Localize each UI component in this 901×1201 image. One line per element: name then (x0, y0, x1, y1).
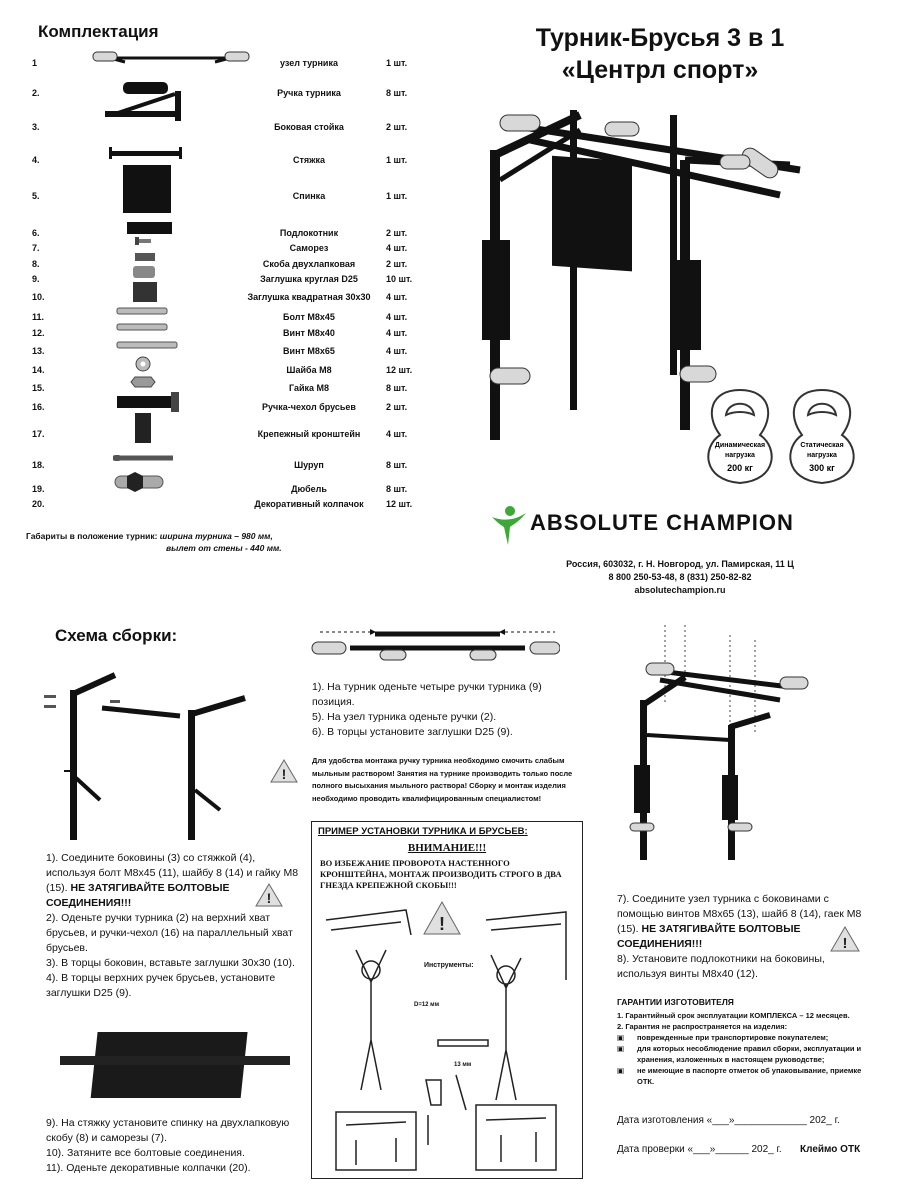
kit-part-icon (95, 396, 255, 426)
middle-step-5: 5). На узел турника оденьте ручки (2). (312, 711, 497, 723)
left-step-3: 3). В торцы боковин, вставьте заглушки 30х30 (10). (46, 957, 295, 969)
kit-item-number: 12. (32, 328, 45, 338)
kit-item-qty: 12 шт. (386, 499, 413, 509)
dynamic-load-label2: нагрузка (725, 452, 755, 459)
kit-item (0, 460, 440, 474)
company-phones: 8 800 250-53-48, 8 (831) 250-82-82 (608, 572, 752, 582)
svg-text:!: ! (281, 766, 287, 782)
kit-item-qty: 1 шт. (386, 58, 408, 68)
otk-stamp-label: Клеймо ОТК (800, 1144, 861, 1155)
kit-item-name: Скоба двухлапковая (262, 259, 356, 269)
kit-item-name: Спинка (292, 191, 326, 201)
kit-item-number: 15. (32, 383, 45, 393)
dynamic-load-kettlebell-icon (708, 390, 771, 483)
kit-item-qty: 4 шт. (386, 328, 408, 338)
back-pad-illustration (60, 1028, 290, 1108)
kit-item (0, 346, 440, 360)
kit-item-number: 16. (32, 402, 45, 412)
brand-logo-icon (488, 503, 528, 547)
kit-item-name: Шуруп (294, 460, 324, 470)
kit-item-number: 11. (32, 312, 45, 322)
kit-item-qty: 1 шт. (386, 155, 408, 165)
kit-item-number: 17. (32, 429, 45, 439)
warning-icon (270, 758, 298, 784)
kit-item-qty: 10 шт. (386, 274, 413, 284)
kit-item-name: Подлокотник (279, 228, 339, 238)
warranty-bullet-text: поврежденные при транспортировке покупателем; (637, 1033, 829, 1042)
kit-item-name: Декоративный колпачок (254, 499, 364, 509)
kit-item-qty: 4 шт. (386, 312, 408, 322)
static-load-label2: нагрузка (807, 452, 837, 459)
kit-item (0, 429, 440, 443)
warranty-bullet-1 (617, 1032, 879, 1043)
company-contacts (490, 558, 870, 597)
left-step-2: 2). Оденьте ручки турника (2) на верхний хват брусьев, и ручки-чехол (16) на параллельный хват брусьев. (46, 912, 293, 954)
kit-item-number: 5. (32, 191, 40, 201)
kit-item (0, 292, 440, 306)
example-warning-text: ВО ИЗБЕЖАНИЕ ПРОВОРОТА НАСТЕННОГО КРОНШТЕЙНА, МОНТАЖ ПРОИЗВОДИТЬ СТРОГО В ДВА ГНЕЗДА КРЕПЕЖНОЙ СКОБЫ!!! (320, 858, 562, 890)
kit-item (0, 122, 440, 136)
kit-item-qty: 8 шт. (386, 484, 408, 494)
kit-item (0, 155, 440, 169)
kit-item-number: 13. (32, 346, 45, 356)
dimensions-note (26, 530, 326, 554)
bullet-icon: ▣ (617, 1066, 625, 1075)
kit-item-name: Дюбель (291, 484, 327, 494)
warranty-line2: 2. Гарантия не распространяется на изделия: (617, 1022, 788, 1031)
load-badges (700, 385, 860, 495)
kit-item-qty: 2 шт. (386, 259, 408, 269)
bullet-icon: ▣ (617, 1033, 625, 1042)
kit-item-qty: 2 шт. (386, 402, 408, 412)
example-warning-title: ВНИМАНИЕ!!! (407, 842, 487, 854)
kit-item-name: Крепежный кронштейн (257, 429, 361, 439)
dims-value-2: вылет от стены - 440 мм. (166, 543, 282, 553)
kit-item-qty: 12 шт. (386, 365, 413, 375)
kit-item-number: 18. (32, 460, 45, 470)
assembly-step1-illustration (40, 670, 260, 850)
kit-item-qty: 8 шт. (386, 460, 408, 470)
dynamic-load-value: 200 кг (727, 463, 753, 473)
kit-item-name: Винт М8х40 (283, 328, 335, 338)
kit-part-icon (95, 423, 255, 453)
warranty-bullet-text: для которых несоблюдение правил сборки, эксплуатации и хранения, изложенных в настоящем руководстве; (637, 1044, 862, 1064)
warning-icon-2 (255, 882, 283, 908)
kit-part-icon (95, 185, 255, 215)
example-box (311, 821, 583, 1179)
pullup-bar-assembly-illustration (310, 620, 560, 665)
product-title-line1: Турник-Брусья 3 в 1 (535, 24, 785, 52)
kit-item-name: Ручка турника (277, 88, 341, 98)
kit-item-number: 4. (32, 155, 40, 165)
warranty-bullet-text: не имеющие в паспорте отметок об упаковывание, приемке ОТК. (637, 1066, 862, 1086)
kit-item-qty: 1 шт. (386, 191, 408, 201)
example-box-title: ПРИМЕР УСТАНОВКИ ТУРНИКА И БРУСЬЕВ: (318, 826, 528, 837)
bottom-step-11: 11). Оденьте декоративные колпачки (20). (46, 1162, 251, 1174)
kit-title: Комплектация (38, 22, 159, 41)
kit-item-qty: 4 шт. (386, 243, 408, 253)
kit-item-qty: 4 шт. (386, 429, 408, 439)
left-step-4: 4). В торцы верхних ручек брусьев, установите заглушки D25 (9). (46, 972, 276, 999)
kit-item-name: Заглушка квадратная 30х30 (247, 292, 371, 302)
warranty-title: ГАРАНТИИ ИЗГОТОВИТЕЛЯ (617, 997, 734, 1007)
right-step-8: 8). Установите подлокотники на боковины, используя винты М8х40 (12). (617, 953, 825, 980)
drill-label: D=12 мм (414, 1002, 440, 1008)
kit-item-number: 10. (32, 292, 45, 302)
final-assembly-illustration (610, 615, 820, 865)
middle-step-1: 1). На турник оденьте четыре ручки турника (9) позиция. (312, 681, 542, 708)
static-load-label1: Статическая (800, 442, 844, 449)
bullet-icon: ▣ (617, 1044, 625, 1053)
dims-label: Габариты в положение турник: (26, 531, 158, 541)
svg-text:!: ! (439, 914, 445, 934)
check-date: Дата проверки «___»______ 202_ г. (617, 1144, 782, 1155)
kit-item-number: 8. (32, 259, 40, 269)
kit-part-icon (95, 52, 255, 82)
bottom-steps (46, 1116, 306, 1176)
kit-item (0, 402, 440, 416)
kit-item-number: 9. (32, 274, 40, 284)
static-load-value: 300 кг (809, 463, 835, 473)
product-title (470, 22, 850, 86)
kit-item-number: 1 (32, 58, 38, 68)
left-step-warning: НЕ ЗАТЯГИВАЙТЕ БОЛТОВЫЕ СОЕДИНЕНИЯ!!! (46, 882, 230, 909)
static-load-kettlebell-icon (790, 390, 853, 483)
middle-step-6: 6). В торцы установите заглушки D25 (9). (312, 726, 513, 738)
kit-item-qty: 8 шт. (386, 383, 408, 393)
kit-item-number: 14. (32, 365, 45, 375)
kit-item-number: 3. (32, 122, 40, 132)
warranty-bullet-2 (617, 1043, 879, 1065)
kit-item-name: Стяжка (292, 155, 326, 165)
kit-item-qty: 2 шт. (386, 122, 408, 132)
brand-name: ABSOLUTE CHAMPION (530, 510, 794, 535)
manufacture-date: Дата изготовления «___»_____________ 202_ г. (617, 1115, 840, 1126)
kit-item-number: 6. (32, 228, 40, 238)
company-site[interactable]: absolutechampion.ru (634, 585, 726, 595)
kit-item (0, 191, 440, 205)
warranty-bullet-3 (617, 1065, 879, 1087)
warning-icon-3 (830, 925, 860, 953)
kit-item-name: Ручка-чехол брусьев (262, 402, 356, 412)
kit-item-qty: 4 шт. (386, 292, 408, 302)
kit-item (0, 383, 440, 397)
kit-item-name: Гайка М8 (288, 383, 330, 393)
svg-text:!: ! (266, 890, 272, 906)
kit-item (0, 484, 440, 498)
wrench-label: 13 мм (454, 1062, 472, 1068)
warranty-line1: 1. Гарантийный срок эксплуатации КОМПЛЕКСА – 12 месяцев. (617, 1011, 850, 1020)
svg-text:!: ! (842, 935, 848, 952)
right-step-7: 7). Соедините узел турника с боковинами с помощью винтов М8х65 (13), шайб 8 (14), гаек М8 (15). (617, 893, 862, 935)
kit-item-name: Саморез (289, 243, 329, 253)
dynamic-load-label1: Динамическая (714, 442, 766, 449)
kit-item (0, 88, 440, 102)
product-title-line2: «Центрл спорт» (561, 56, 759, 84)
company-address: Россия, 603032, г. Н. Новгород, ул. Памирская, 11 Ц (566, 559, 794, 569)
bottom-step-9: 9). На стяжку установите спинку на двухлапковую скобу (8) и саморезы (7). (46, 1117, 290, 1144)
kit-item-name: Болт М8х45 (283, 312, 335, 322)
installation-examples-illustration (316, 900, 578, 1172)
kit-item-name: Шайба М8 (286, 365, 332, 375)
kit-item-qty: 2 шт. (386, 228, 408, 238)
middle-steps (312, 680, 572, 740)
kit-item-name: Винт М8х65 (283, 346, 335, 356)
kit-item-name: Боковая стойка (274, 122, 344, 132)
tools-label: Инструменты: (424, 962, 474, 969)
left-steps (46, 851, 304, 1001)
bottom-step-10: 10). Затяните все болтовые соединения. (46, 1147, 245, 1159)
kit-item (0, 58, 440, 72)
kit-item-number: 7. (32, 243, 40, 253)
left-step-1: 1). Соедините боковины (3) со стяжкой (4), используя болт М8х45 (11), шайбу 8 (14) и гайку М8 (15). (46, 852, 299, 894)
right-step-warning: НЕ ЗАТЯГИВАЙТЕ БОЛТОВЫЕ СОЕДИНЕНИЯ!!! (617, 923, 801, 950)
warranty-section (617, 997, 879, 1087)
kit-item-name: Заглушка круглая D25 (260, 274, 358, 284)
dims-value: ширина турника – 980 мм, (159, 531, 273, 541)
kit-item-number: 2. (32, 88, 40, 98)
middle-note: Для удобства монтажа ручку турника необходимо смочить слабым мыльным раствором! Занятия на турнике производить только после полного высыхания мыльного раствора! Сборку и монтаж изделия необходимо проводить квалифицированным специалистом! (312, 756, 573, 803)
kit-item-qty: 4 шт. (386, 346, 408, 356)
kit-part-icon (95, 149, 255, 179)
kit-item-qty: 8 шт. (386, 88, 408, 98)
kit-item-number: 20. (32, 499, 45, 509)
assembly-title: Схема сборки: (55, 626, 178, 645)
kit-item-name: узел турника (280, 58, 338, 68)
kit-item (0, 499, 440, 513)
kit-part-icon (95, 116, 255, 146)
kit-item-number: 19. (32, 484, 45, 494)
